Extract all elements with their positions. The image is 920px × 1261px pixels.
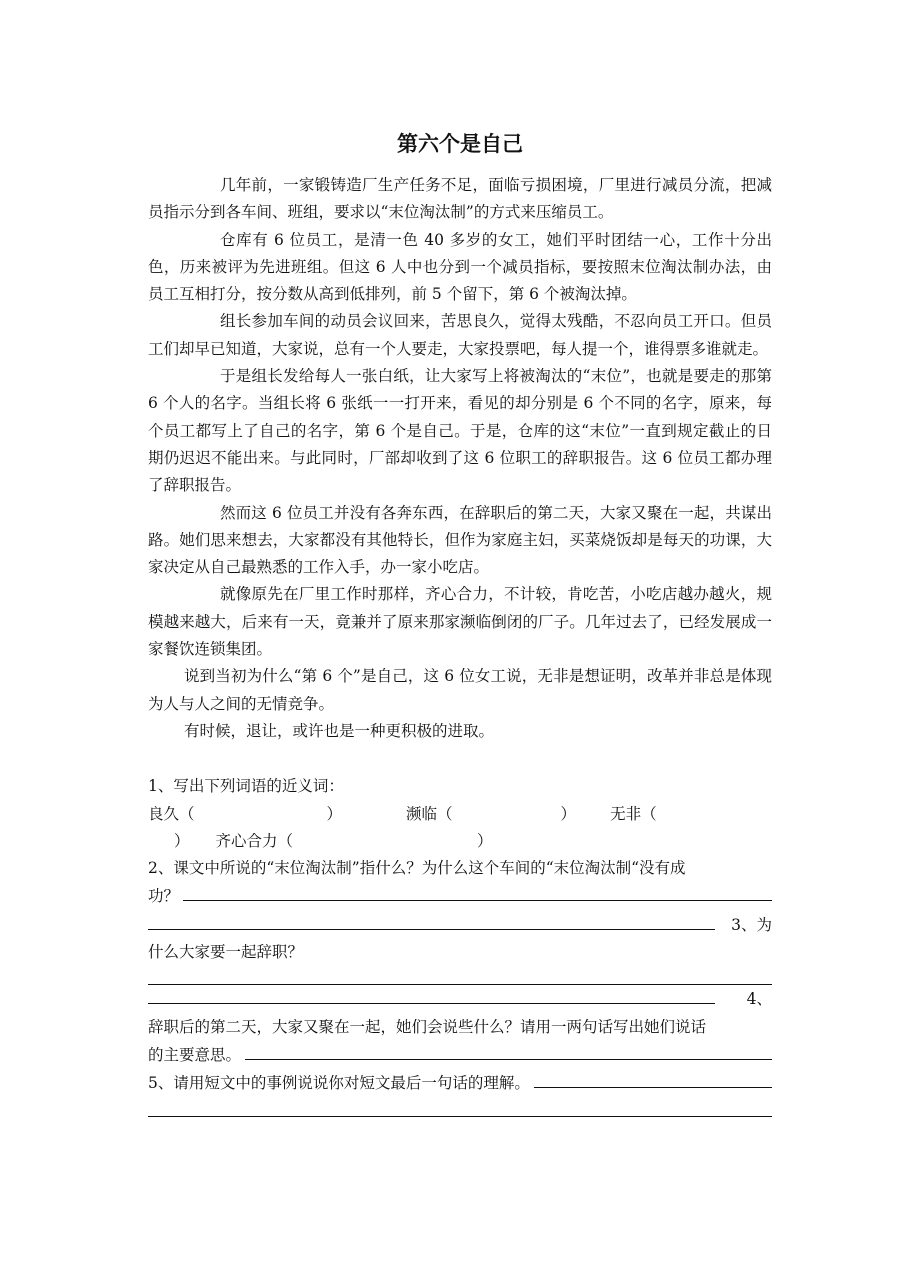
question-1: 1、写出下列词语的近义词： [148, 777, 344, 796]
word-qixinheli: 齐心合力（ [215, 831, 294, 850]
question-3-head-row [148, 911, 772, 939]
word-close-paren: ） [477, 831, 493, 850]
paragraph-5: 然而这 6 位员工并没有各奔东西，在辞职后的第二天，大家又聚在一起，共谋出路。她们思来想去，大家都没有其他特长，但作为家庭主妇，买菜烧饭却是每天的功课，大家决定从自己最熟悉的工作入手，办一家小吃店。 [148, 503, 772, 577]
answer-line[interactable] [148, 1098, 772, 1117]
question-2: 2、课文中所说的“末位淘汰制”指什么？为什么这个车间的“末位淘汰制“没有成 [148, 859, 686, 878]
question-4-number: 4、 [746, 990, 772, 1009]
answer-line[interactable] [245, 1041, 772, 1060]
paragraph-7: 说到当初为什么“第 6 个”是自己，这 6 位女工说，无非是想证明，改革并非总是体现为人与人之间的无情竞争。 [148, 667, 772, 713]
paragraph-4: 于是组长发给每人一张白纸，让大家写上将被淘汰的“末位”，也就是要走的那第 6 个人的名字。当组长将 6 张纸一一打开来，看见的却分别是 6 个不同的名字，原来，每个员工都写上了自己的名字，第 6 个是自己。于是，仓库的这“末位”一直到规定截止的日期仍迟迟不能出来。与此同时，厂部却收到了这 6 位职工的辞职报告。这 6 位员工都办理了辞职报告。 [148, 367, 772, 495]
question-4-head-row [148, 985, 772, 1013]
word-liangjiu: 良久（ [148, 804, 195, 823]
word-close-paren: ） [326, 804, 343, 823]
paragraph-2: 仓库有 6 位员工，是清一色 40 多岁的女工，她们平时团结一心，工作十分出色，历来被评为先进班组。但这 6 人中也分到一个减员指标，要按照末位淘汰制办法，由员工互相打分，按分数从高到低排列，前 5 个留下，第 6 个被淘汰掉。 [148, 230, 772, 304]
question-5: 5、请用短文中的事例说说你对短文最后一句话的理解。 [148, 1074, 530, 1093]
paragraph-1: 几年前，一家锻铸造厂生产任务不足，面临亏损困境，厂里进行减员分流，把减员指示分到各车间、班组，要求以“末位淘汰制”的方式来压缩员工。 [148, 176, 772, 222]
answer-line[interactable] [148, 966, 772, 985]
question-4-answer-row [148, 1041, 772, 1069]
word-wufei: 无非（ [610, 804, 657, 823]
question-1-words-cont [148, 828, 772, 855]
question-2-answer-row [148, 882, 772, 910]
word-binlin: 濒临（ [406, 804, 453, 823]
paragraph-3: 组长参加车间的动员会议回来，苦思良久，觉得太残酷，不忍向员工开口。但员工们却早已知道，大家说，总有一个人要走，大家投票吧，每人提一个，谁得票多谁就走。 [148, 312, 772, 358]
spacer [148, 745, 772, 773]
question-5-row [148, 1069, 772, 1097]
word-close-paren: ） [560, 804, 577, 823]
answer-line[interactable] [183, 882, 772, 901]
paragraph-6: 就像原先在厂里工作时那样，齐心合力，不计较，肯吃苦，小吃店越办越火，规模越来越大，后来有一天，竟兼并了原来那家濒临倒闭的厂子。几年过去了，已经发展成一家餐饮连锁集团。 [148, 585, 772, 659]
question-3: 什么大家要一起辞职？ [148, 943, 304, 962]
question-4: 辞职后的第二天，大家又聚在一起，她们会说些什么？请用一两句话写出她们说话 [148, 1017, 707, 1036]
word-close-paren: ） [174, 831, 190, 850]
question-4-tail: 的主要意思。 [148, 1045, 242, 1064]
answer-row [148, 1098, 772, 1117]
question-3-number: 3、为 [731, 915, 772, 934]
paragraph-8: 有时候，退让，或许也是一种更积极的进取。 [184, 721, 495, 740]
answer-row [148, 966, 772, 985]
answer-line[interactable] [148, 911, 715, 930]
document-title: 第六个是自己 [397, 132, 523, 156]
question-2-tail: 功？ [148, 887, 180, 906]
answer-line[interactable] [148, 985, 715, 1004]
question-1-words [148, 801, 772, 828]
document-page [148, 128, 772, 1117]
answer-line[interactable] [534, 1069, 772, 1088]
